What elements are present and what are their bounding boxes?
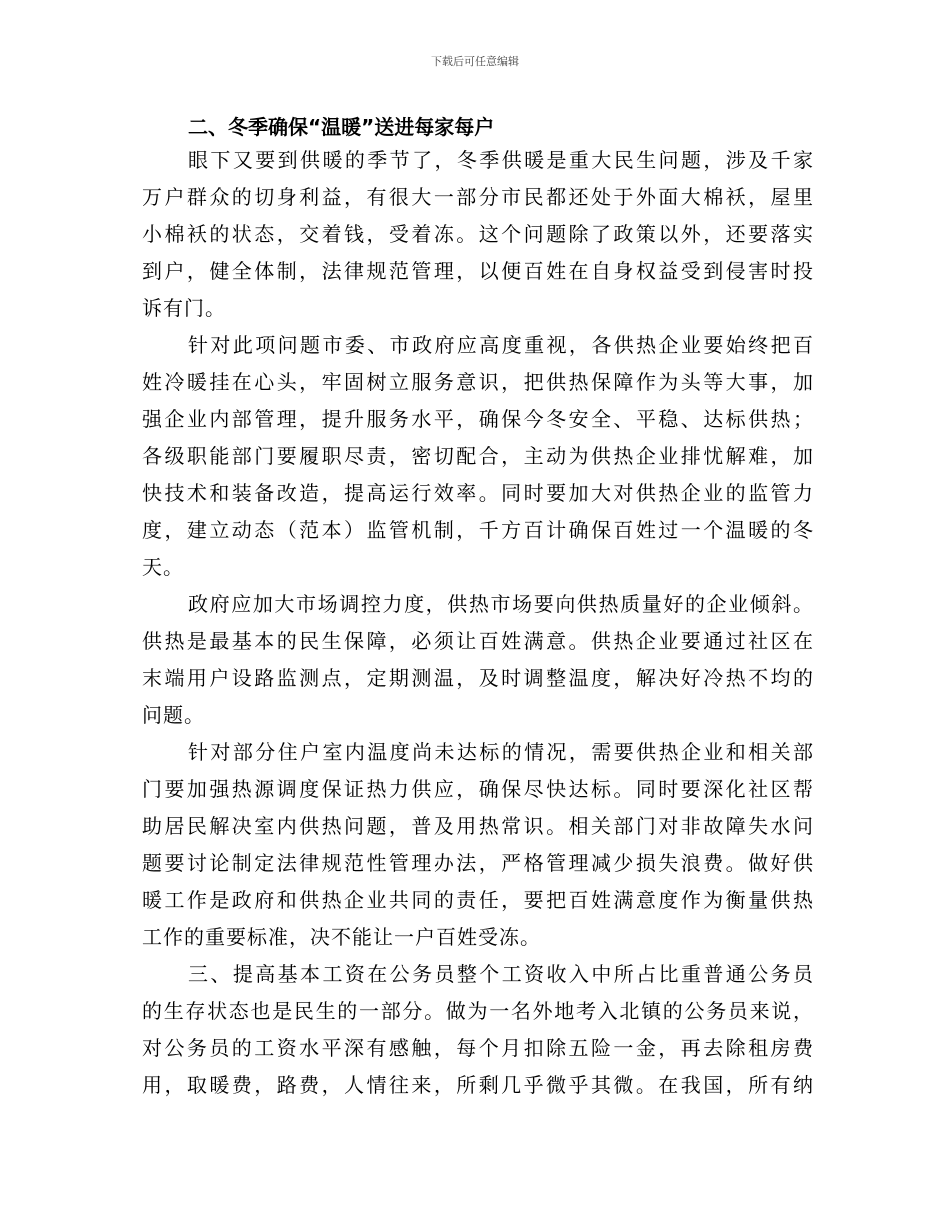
paragraph-line: 各级职能部门要履职尽责，密切配合，主动为供热企业排忧解难，加 [142,444,814,468]
paragraph-line: 诉有门。 [142,296,226,320]
paragraph-line: 万户群众的切身利益，有很大一部分市民都还处于外面大棉袄，屋里 [142,185,814,209]
paragraph-list [142,142,814,1104]
paragraph-line: 快技术和装备改造，提高运行效率。同时要加大对供热企业的监管力 [142,481,814,505]
paragraph [142,327,814,586]
paragraph [142,142,814,327]
paragraph-line: 强企业内部管理，提升服务水平，确保今冬安全、平稳、达标供热； [142,407,814,431]
paragraph-line: 度，建立动态（范本）监管机制，千方百计确保百姓过一个温暖的冬 [142,518,814,542]
paragraph-line: 题要讨论制定法律规范性管理办法，严格管理减少损失浪费。做好供 [142,851,814,875]
paragraph-line: 三、提高基本工资在公务员整个工资收入中所占比重普通公务员 [188,962,814,986]
page-header: 下载后可任意编辑 [431,55,519,68]
paragraph-line: 小棉袄的状态，交着钱，受着冻。这个问题除了政策以外，还要落实 [142,222,814,246]
document-body [142,112,814,1104]
paragraph-line: 天。 [142,555,184,579]
paragraph-line: 针对此项问题市委、市政府应高度重视，各供热企业要始终把百 [188,333,814,357]
paragraph-line: 针对部分住户室内温度尚未达标的情况，需要供热企业和相关部 [188,740,814,764]
paragraph [142,734,814,956]
paragraph-line: 的生存状态也是民生的一部分。做为一名外地考入北镇的公务员来说， [142,999,814,1023]
paragraph-line: 问题。 [142,703,205,727]
paragraph-line: 门要加强热源调度保证热力供应，确保尽快达标。同时要深化社区帮 [142,777,814,801]
paragraph-line: 眼下又要到供暖的季节了，冬季供暖是重大民生问题，涉及千家 [188,148,814,172]
paragraph-line: 助居民解决室内供热问题，普及用热常识。相关部门对非故障失水问 [142,814,814,838]
paragraph-line: 用，取暖费，路费，人情往来，所剩几乎微乎其微。在我国，所有纳 [142,1073,814,1097]
paragraph [142,586,814,734]
paragraph-line: 到户，健全体制，法律规范管理，以便百姓在自身权益受到侵害时投 [142,259,814,283]
paragraph-line: 工作的重要标准，决不能让一户百姓受冻。 [142,925,541,949]
paragraph-line: 政府应加大市场调控力度，供热市场要向供热质量好的企业倾斜。 [188,592,814,616]
paragraph-line: 供热是最基本的民生保障，必须让百姓满意。供热企业要通过社区在 [142,629,814,653]
paragraph-line: 姓冷暖挂在心头，牢固树立服务意识，把供热保障作为头等大事，加 [142,370,814,394]
paragraph-line: 暖工作是政府和供热企业共同的责任，要把百姓满意度作为衡量供热 [142,888,814,912]
section-heading: 二、冬季确保“温暖”送进每家每户 [188,115,495,139]
paragraph-line: 末端用户设路监测点，定期测温，及时调整温度，解决好冷热不均的 [142,666,814,690]
paragraph [142,956,814,1104]
paragraph-line: 对公务员的工资水平深有感触，每个月扣除五险一金，再去除租房费 [142,1036,814,1060]
